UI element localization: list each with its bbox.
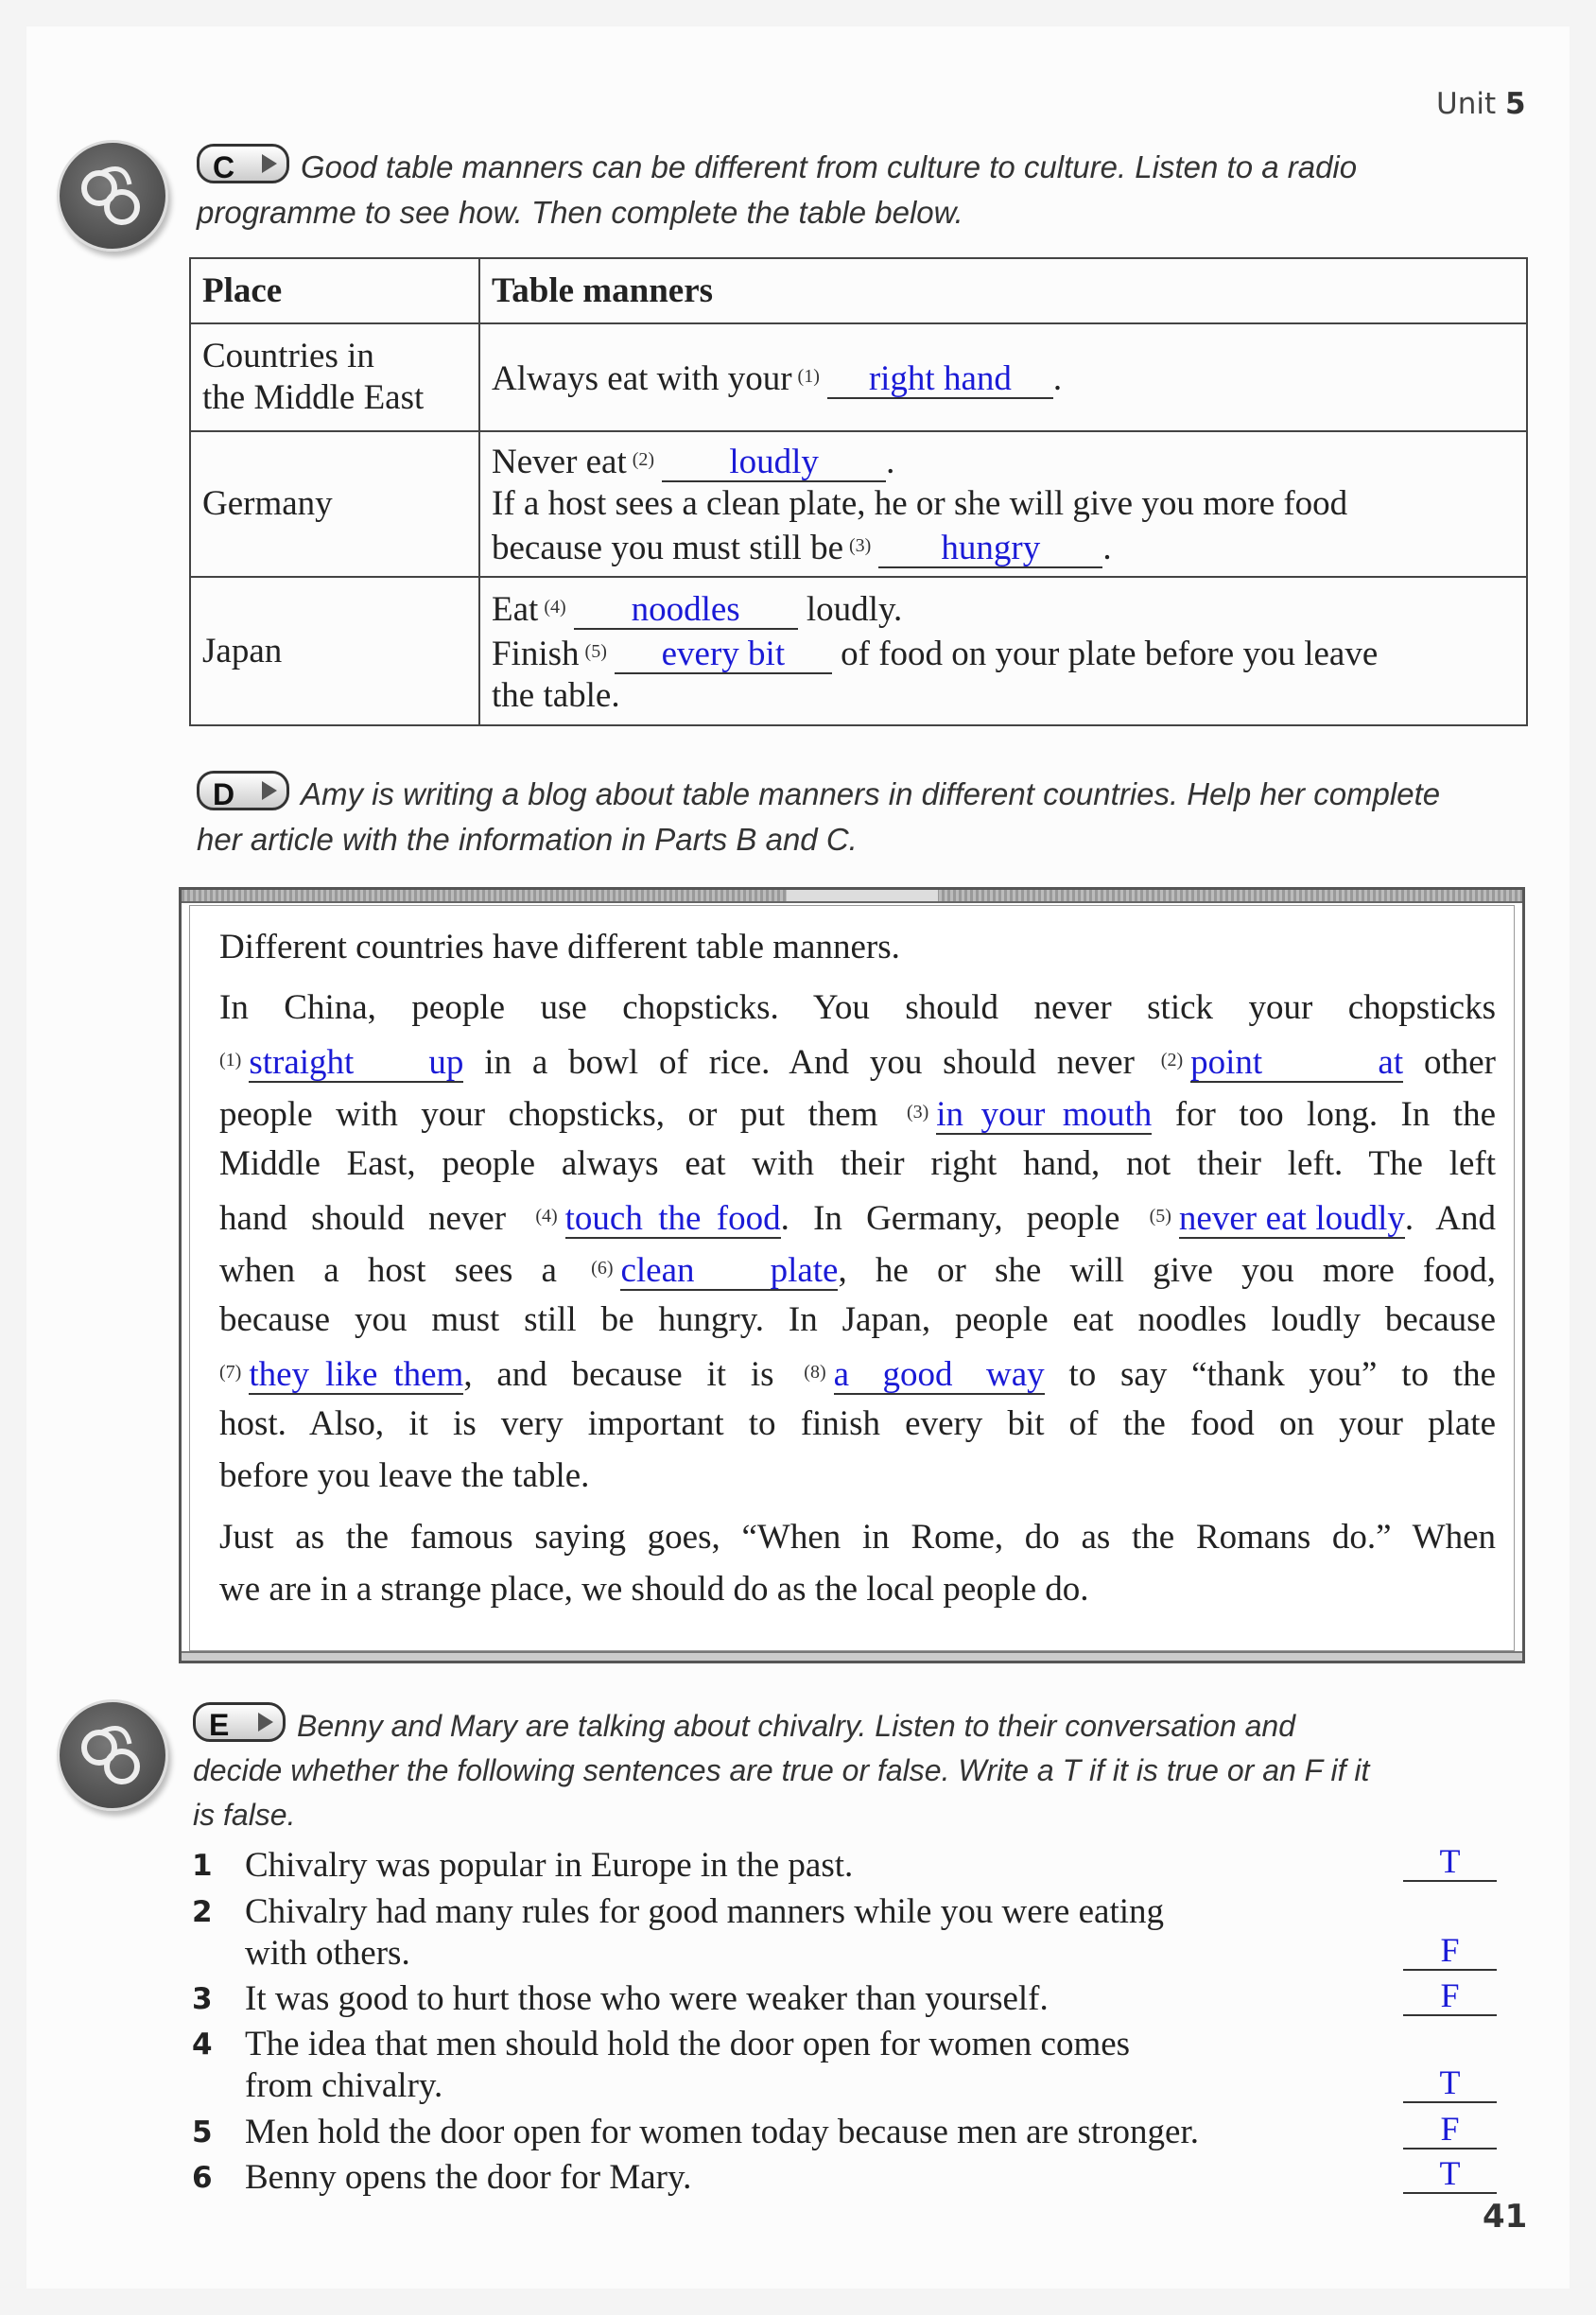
section-c-badge: C (197, 144, 289, 183)
answer-blank[interactable]: in your mouth (936, 1095, 1153, 1134)
item-number: 6 (192, 2161, 213, 2195)
section-d-instructions: D Amy is writing a blog about table manners in different countries. Help her complete her article with the information in Parts B and C. (197, 771, 1440, 862)
answer-blank[interactable]: they like them (249, 1355, 464, 1394)
blog-line: hand should never $^{(4)}$ touch the food. In Germany, people $^{(5)}$ never eat loudly. And (219, 1199, 1497, 1238)
blog-line: people with your chopsticks, or put them $^{(3)}$ in your mouth for too long. In the (219, 1095, 1497, 1134)
answer-blank[interactable]: never eat loudly (1178, 1199, 1405, 1238)
item-text: Chivalry was popular in Europe in the past. (245, 1846, 854, 1885)
answer-blank[interactable]: T (1403, 1842, 1497, 1882)
blog-line: Just as the famous saying goes, “When in Rome, do as the Romans do.” When (219, 1518, 1496, 1557)
item-number: 4 (192, 2028, 213, 2062)
blog-line: Different countries have different table manners. (219, 928, 900, 966)
table-row (190, 577, 1527, 725)
section-e-instructions: E Benny and Mary are talking about chivalry. Listen to their conversation and decide whether the following sentences are true or false. Write a T if it is true or an F if it is false. (193, 1702, 1369, 1837)
blog-line: when a host sees a $^{(6)}$ clean plate, he or she will give you more food, (219, 1251, 1497, 1290)
section-d-badge: D (197, 771, 289, 810)
answer-blank[interactable]: clean plate (620, 1251, 839, 1290)
window-status-bar (182, 1651, 1522, 1661)
table-row (190, 323, 1527, 431)
manners-cell: Eat $^{(4)}$ noodles loudly. Finish $^{(5)}$ every bit of food on your plate before you leave the table. (479, 577, 1527, 725)
answer-blank[interactable]: hungry (878, 531, 1102, 568)
item-text: The idea that men should hold the door open for women comes from chivalry. (245, 2025, 1131, 2105)
table-header-row (190, 258, 1527, 323)
blog-line: $^{(1)}$ straight up in a bowl of rice. And you should never $^{(2)}$ point at other (219, 1043, 1497, 1082)
manners-cell: Never eat $^{(2)}$ loudly . If a host sees a clean plate, he or she will give you more food because you must still be $^{(3)}$ hungry . (479, 431, 1527, 577)
answer-blank[interactable]: point at (1190, 1043, 1404, 1082)
item-text: Men hold the door open for women today because men are stronger. (245, 2113, 1199, 2151)
blog-line: host. Also, it is very important to finish every bit of the food on your plate (219, 1404, 1496, 1443)
place-cell: Germany (190, 431, 479, 577)
answer-blank[interactable]: right hand (827, 361, 1053, 399)
blog-line: before you leave the table. (219, 1456, 590, 1495)
answer-blank[interactable]: a good way (833, 1355, 1045, 1394)
item-number: 1 (192, 1849, 213, 1883)
item-number: 2 (192, 1895, 213, 1929)
blog-line: $^{(7)}$ they like them, and because it is $^{(8)}$ a good way to say “thank you” to the (219, 1355, 1497, 1394)
answer-blank[interactable]: T (1403, 2154, 1497, 2194)
table-row (190, 431, 1527, 577)
play-icon (262, 781, 277, 800)
answer-blank[interactable]: straight up (249, 1043, 464, 1082)
section-c-instructions: C Good table manners can be different from culture to culture. Listen to a radio programme to see how. Then complete the table below. (197, 144, 1357, 235)
answer-blank[interactable]: T (1403, 2063, 1497, 2103)
answer-blank[interactable]: noodles (574, 592, 798, 630)
blog-line: because you must still be hungry. In Japan, people eat noodles loudly because (219, 1300, 1496, 1339)
place-cell: Japan (190, 577, 479, 725)
answer-blank[interactable]: touch the food (564, 1199, 781, 1238)
answer-blank[interactable]: F (1403, 1976, 1497, 2016)
table-manners-table (189, 257, 1528, 726)
play-icon (262, 154, 277, 173)
page-number: 41 (1483, 2198, 1528, 2236)
answer-blank[interactable]: loudly (662, 444, 886, 482)
place-cell: Countries in the Middle East (190, 323, 479, 431)
manners-cell: Always eat with your $^{(1)}$ right hand . (479, 323, 1527, 431)
item-number: 3 (192, 1982, 213, 2016)
section-e-badge: E (193, 1702, 286, 1742)
unit-label: Unit 5 (1436, 87, 1526, 121)
blog-line: we are in a strange place, we should do as the local people do. (219, 1570, 1089, 1609)
answer-blank[interactable]: F (1403, 1931, 1497, 1971)
play-icon (258, 1713, 273, 1732)
answer-blank[interactable]: every bit (615, 636, 832, 674)
blog-line: Middle East, people always eat with their right hand, not their left. The left (219, 1144, 1496, 1183)
window-title-bar (182, 890, 1522, 903)
item-number: 5 (192, 2115, 213, 2150)
audio-cd-icon (57, 1699, 168, 1811)
item-text: Chivalry had many rules for good manners while you were eating with others. (245, 1892, 1165, 1973)
header-place: Place (190, 258, 479, 323)
item-text: It was good to hurt those who were weaker than yourself. (245, 1979, 1049, 2018)
answer-blank[interactable]: F (1403, 2110, 1497, 2150)
audio-cd-icon (57, 140, 168, 252)
header-table-manners: Table manners (479, 258, 1527, 323)
item-text: Benny opens the door for Mary. (245, 2158, 692, 2197)
blog-window (179, 887, 1525, 1663)
blog-line: In China, people use chopsticks. You should never stick your chopsticks (219, 988, 1496, 1027)
